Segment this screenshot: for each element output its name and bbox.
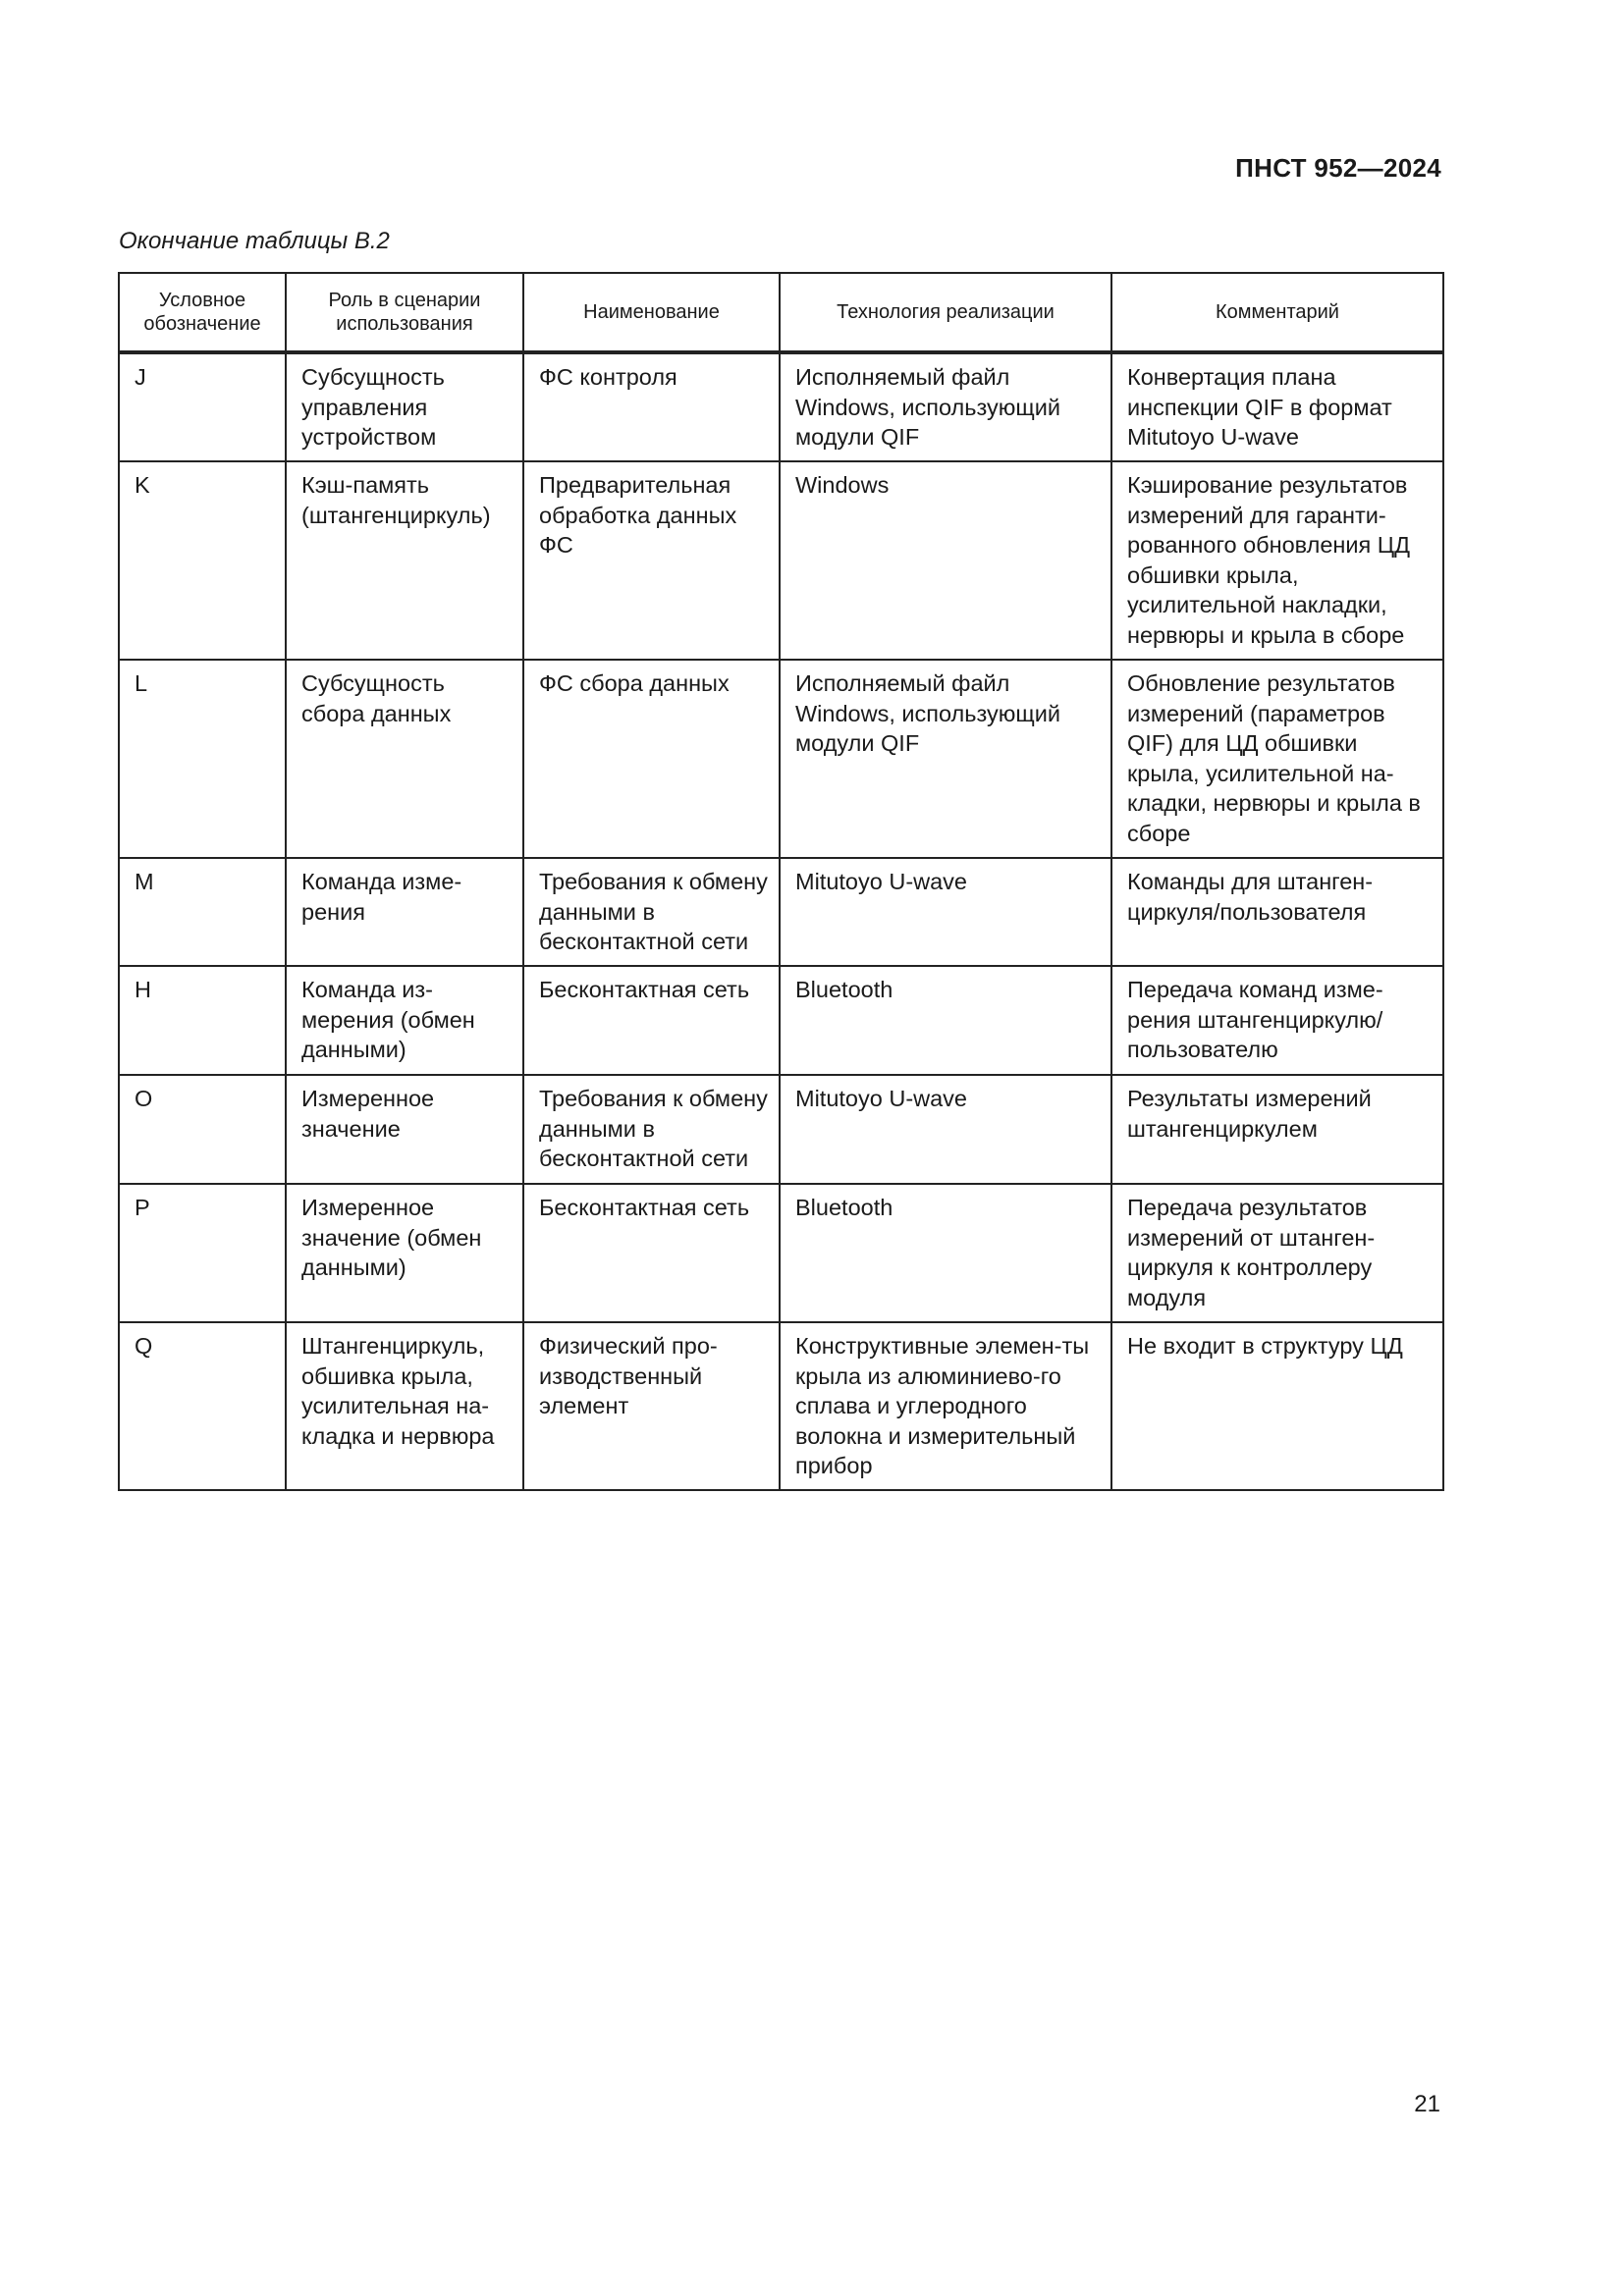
table-row xyxy=(119,1184,1443,1322)
cell-designation: O xyxy=(119,1075,286,1184)
table-row xyxy=(119,1075,1443,1184)
document-code: ПНСТ 952—2024 xyxy=(1235,153,1441,183)
cell-name: Бесконтактная сеть xyxy=(523,966,780,1075)
cell-role: Измеренное значение (обмен данными) xyxy=(286,1184,523,1322)
cell-name: ФС контроля xyxy=(523,352,780,461)
cell-technology: Windows xyxy=(780,461,1111,660)
cell-comment: Обновление результатов измерений (параметров QIF) для ЦД обшивки крыла, усилительной на-кладки, нервюры и крыла в сборе xyxy=(1111,660,1443,858)
cell-name: Требования к обмену данными в бесконтактной сети xyxy=(523,1075,780,1184)
cell-comment: Передача результатов измерений от штанген-циркуля к контроллеру модуля xyxy=(1111,1184,1443,1322)
table-row xyxy=(119,461,1443,660)
cell-comment: Конвертация плана инспекции QIF в формат Mitutoyo U-wave xyxy=(1111,352,1443,461)
page-number: 21 xyxy=(1414,2091,1440,2117)
table-row xyxy=(119,660,1443,858)
header-role: Роль в сценарии использования xyxy=(286,273,523,352)
cell-technology: Mitutoyo U-wave xyxy=(780,858,1111,966)
cell-technology: Bluetooth xyxy=(780,1184,1111,1322)
cell-name: Требования к обмену данными в бесконтактной сети xyxy=(523,858,780,966)
cell-technology: Исполняемый файл Windows, использующий модули QIF xyxy=(780,660,1111,858)
cell-technology: Исполняемый файл Windows, использующий модули QIF xyxy=(780,352,1111,461)
header-comment: Комментарий xyxy=(1111,273,1443,352)
cell-comment: Не входит в структуру ЦД xyxy=(1111,1322,1443,1490)
cell-role: Кэш-память (штангенциркуль) xyxy=(286,461,523,660)
cell-designation: Q xyxy=(119,1322,286,1490)
table-row xyxy=(119,1322,1443,1490)
header-designation: Условное обозначение xyxy=(119,273,286,352)
data-table xyxy=(118,272,1444,1491)
cell-technology: Bluetooth xyxy=(780,966,1111,1075)
cell-role: Измеренное значение xyxy=(286,1075,523,1184)
header-name: Наименование xyxy=(523,273,780,352)
cell-role: Команда изме-рения xyxy=(286,858,523,966)
cell-role: Субсущность управления устройством xyxy=(286,352,523,461)
table-row xyxy=(119,858,1443,966)
cell-designation: L xyxy=(119,660,286,858)
cell-name: Бесконтактная сеть xyxy=(523,1184,780,1322)
cell-designation: H xyxy=(119,966,286,1075)
table-header-row xyxy=(119,273,1443,352)
cell-technology: Конструктивные элемен-ты крыла из алюминиево-го сплава и углеродного волокна и измерительный прибор xyxy=(780,1322,1111,1490)
cell-name: ФС сбора данных xyxy=(523,660,780,858)
header-technology: Технология реализации xyxy=(780,273,1111,352)
cell-name: Физический про-изводственный элемент xyxy=(523,1322,780,1490)
cell-designation: K xyxy=(119,461,286,660)
table-row xyxy=(119,352,1443,461)
cell-role: Штангенциркуль, обшивка крыла, усилительная на-кладка и нервюра xyxy=(286,1322,523,1490)
cell-comment: Кэширование результатов измерений для гаранти-рованного обновления ЦД обшивки крыла, усилительной накладки, нервюры и крыла в сборе xyxy=(1111,461,1443,660)
table-row xyxy=(119,966,1443,1075)
cell-comment: Результаты измерений штангенциркулем xyxy=(1111,1075,1443,1184)
cell-role: Команда из-мерения (обмен данными) xyxy=(286,966,523,1075)
cell-name: Предварительная обработка данных ФС xyxy=(523,461,780,660)
cell-designation: J xyxy=(119,352,286,461)
cell-role: Субсущность сбора данных xyxy=(286,660,523,858)
cell-comment: Команды для штанген-циркуля/пользователя xyxy=(1111,858,1443,966)
table-caption: Окончание таблицы В.2 xyxy=(119,228,390,254)
cell-technology: Mitutoyo U-wave xyxy=(780,1075,1111,1184)
cell-designation: M xyxy=(119,858,286,966)
cell-designation: P xyxy=(119,1184,286,1322)
cell-comment: Передача команд изме-рения штангенциркулю/ пользователю xyxy=(1111,966,1443,1075)
